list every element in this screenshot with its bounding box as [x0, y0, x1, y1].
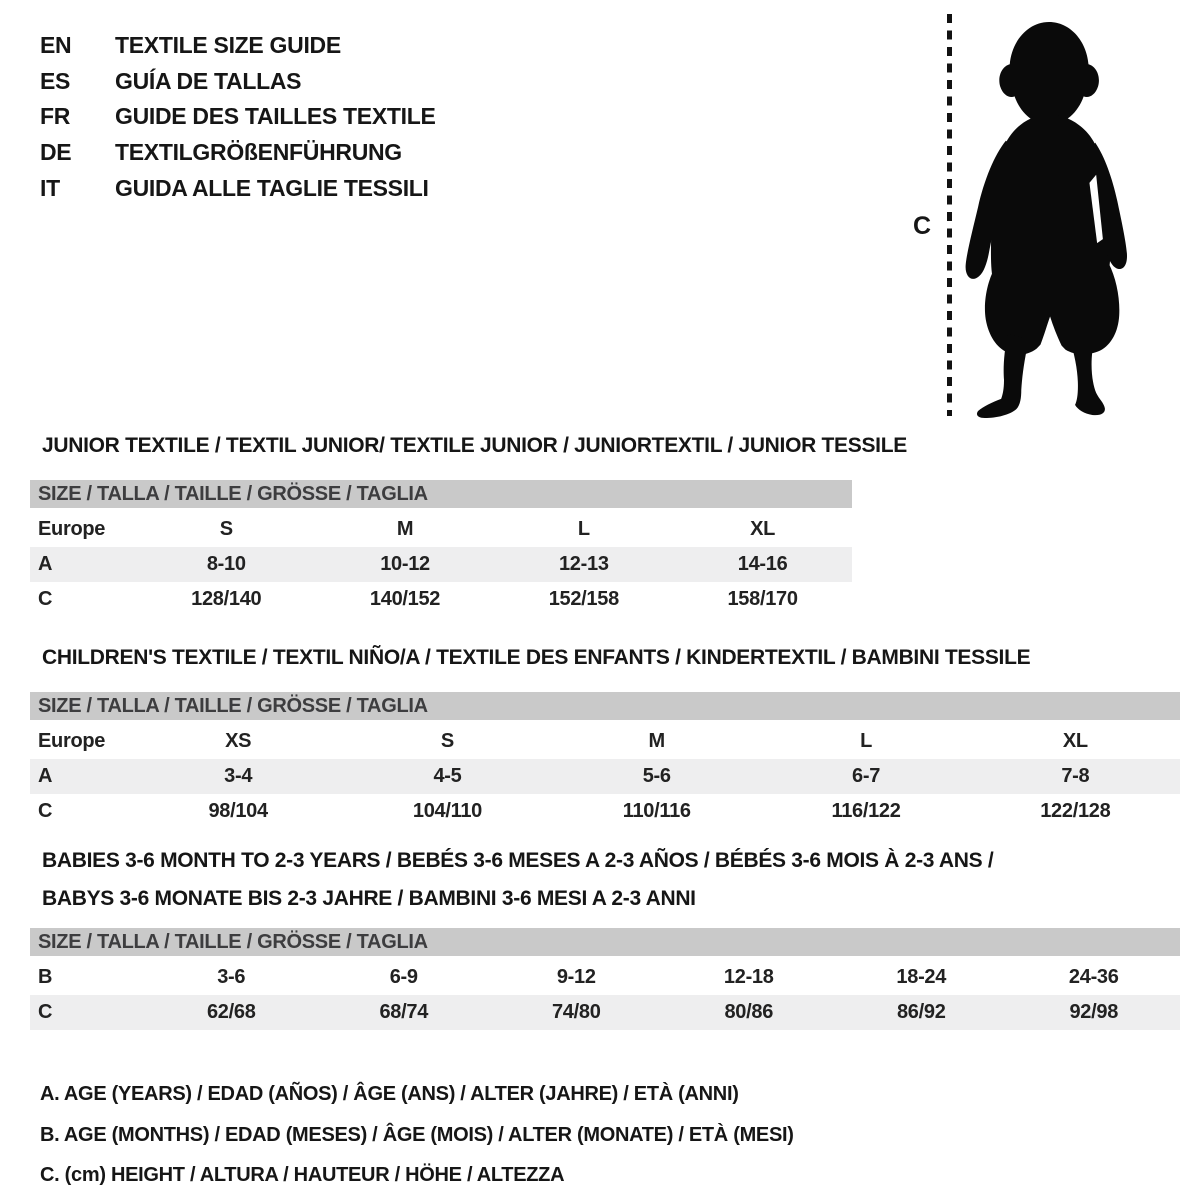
babies-title-line1: BABIES 3-6 MONTH TO 2-3 YEARS / BEBÉS 3-6 MESES A 2-3 AÑOS / BÉBÉS 3-6 MOIS À 2-3 ANS /: [42, 849, 994, 872]
size-cell: L: [860, 730, 872, 752]
height-measure-label: C: [913, 212, 931, 240]
guide-title-es: GUÍA DE TALLAS: [115, 67, 302, 94]
table-row: [30, 759, 1180, 794]
size-cell: M: [396, 518, 414, 540]
row-label: C: [38, 800, 53, 822]
height-cell: 152/158: [548, 588, 619, 610]
guide-title-de: TEXTILGRÖßENFÜHRUNG: [115, 139, 402, 166]
baby-silhouette-icon: [956, 16, 1148, 418]
age-cell: 6-7: [852, 765, 881, 787]
legend: [40, 1074, 794, 1196]
height-cell: 104/110: [412, 800, 482, 822]
age-cell: 14-16: [737, 553, 788, 575]
age-cell: 18-24: [896, 966, 947, 988]
table-row: [30, 547, 852, 582]
lang-code: ES: [40, 67, 71, 94]
age-cell: 10-12: [380, 553, 430, 575]
children-size-header-bar: SIZE / TALLA / TAILLE / GRÖSSE / TAGLIA: [30, 692, 1180, 720]
lang-row-de: [40, 135, 436, 171]
height-cell: 128/140: [191, 588, 262, 610]
guide-title-it: GUIDA ALLE TAGLIE TESSILI: [115, 174, 429, 201]
guide-title-fr: GUIDE DES TAILLES TEXTILE: [115, 103, 436, 130]
legend-line-c: C. (cm) HEIGHT / ALTURA / HAUTEUR / HÖHE / ALTEZZA: [40, 1164, 565, 1186]
babies-size-header-bar: SIZE / TALLA / TAILLE / GRÖSSE / TAGLIA: [30, 928, 1180, 956]
height-cell: 80/86: [724, 1001, 774, 1023]
legend-line-a: A. AGE (YEARS) / EDAD (AÑOS) / ÂGE (ANS) / ALTER (JAHRE) / ETÀ (ANNI): [40, 1083, 739, 1105]
table-row: [30, 960, 1180, 995]
row-label: C: [38, 1001, 53, 1023]
age-cell: 12-18: [723, 966, 774, 988]
lang-code: DE: [40, 139, 72, 166]
size-cell: M: [648, 730, 665, 752]
height-cell: 62/68: [206, 1001, 256, 1023]
age-cell: 5-6: [642, 765, 671, 787]
height-cell: 74/80: [551, 1001, 601, 1023]
age-cell: 24-36: [1068, 966, 1119, 988]
children-section-title: CHILDREN'S TEXTILE / TEXTIL NIÑO/A / TEXTILE DES ENFANTS / KINDERTEXTIL / BAMBINI TESSILE: [42, 646, 1031, 669]
size-cell: S: [440, 730, 454, 752]
size-cell: XL: [750, 518, 776, 540]
height-measure-dashed-line: [947, 14, 952, 416]
legend-line-b: B. AGE (MONTHS) / EDAD (MESES) / ÂGE (MOIS) / ALTER (MONATE) / ETÀ (MESI): [40, 1123, 794, 1146]
lang-code: EN: [40, 32, 72, 59]
babies-size-table: [30, 928, 1180, 1030]
age-cell: 9-12: [556, 966, 596, 988]
babies-section-title: [42, 842, 1142, 918]
row-label: C: [38, 588, 53, 610]
lang-row-es: [40, 64, 436, 100]
guide-title-en: TEXTILE SIZE GUIDE: [115, 32, 341, 59]
children-size-table: [30, 692, 1180, 829]
age-cell: 12-13: [558, 553, 609, 575]
age-cell: 7-8: [1061, 765, 1090, 787]
age-cell: 3-6: [217, 966, 246, 988]
table-row: [30, 582, 852, 617]
table-row: [30, 794, 1180, 829]
height-cell: 110/116: [622, 800, 691, 822]
table-row: [30, 995, 1180, 1030]
language-title-list: [40, 28, 436, 206]
height-cell: 98/104: [208, 800, 268, 822]
height-cell: 116/122: [831, 800, 901, 822]
row-label: B: [38, 966, 53, 988]
age-cell: 4-5: [433, 765, 462, 787]
lang-code: FR: [40, 103, 71, 130]
lang-row-fr: [40, 99, 436, 135]
height-cell: 158/170: [727, 588, 798, 610]
row-label: A: [38, 553, 53, 575]
table-row: [30, 724, 1180, 759]
size-cell: XL: [1062, 730, 1088, 752]
lang-row-it: [40, 170, 436, 206]
height-cell: 140/152: [369, 588, 441, 610]
height-cell: 68/74: [379, 1001, 429, 1023]
age-cell: 3-4: [224, 765, 253, 787]
junior-section-title: JUNIOR TEXTILE / TEXTIL JUNIOR/ TEXTILE JUNIOR / JUNIORTEXTIL / JUNIOR TESSILE: [42, 434, 907, 457]
size-cell: L: [577, 518, 590, 540]
lang-row-en: [40, 28, 436, 64]
age-cell: 6-9: [389, 966, 418, 988]
age-cell: 8-10: [206, 553, 246, 575]
junior-size-header-bar: SIZE / TALLA / TAILLE / GRÖSSE / TAGLIA: [30, 480, 852, 508]
row-label: A: [38, 765, 53, 787]
junior-size-table: [30, 480, 852, 617]
height-cell: 92/98: [1069, 1001, 1119, 1023]
lang-code: IT: [40, 174, 60, 201]
height-cell: 122/128: [1040, 800, 1111, 822]
size-cell: XS: [225, 730, 252, 752]
babies-title-line2: BABYS 3-6 MONATE BIS 2-3 JAHRE / BAMBINI 3-6 MESI A 2-3 ANNI: [42, 887, 696, 910]
table-row: [30, 512, 852, 547]
size-cell: S: [219, 518, 233, 540]
row-label: Europe: [38, 730, 106, 752]
height-cell: 86/92: [896, 1001, 946, 1023]
row-label: Europe: [38, 518, 106, 540]
